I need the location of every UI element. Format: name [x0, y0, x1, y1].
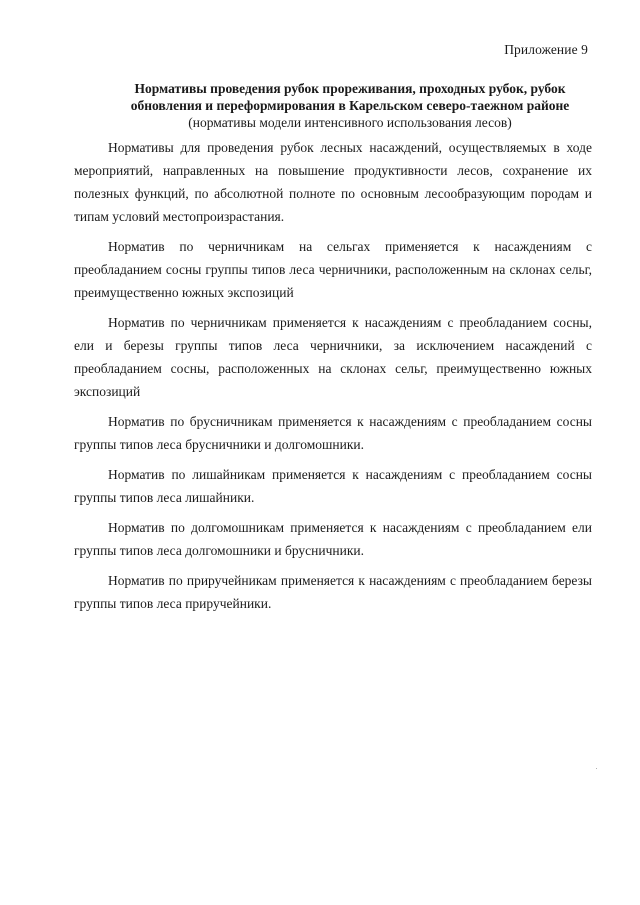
title-line-1: Нормативы проведения рубок прореживания, проходных рубок, рубок	[134, 81, 566, 96]
document-subtitle: (нормативы модели интенсивного использования лесов)	[188, 115, 512, 130]
paragraph-brusnichniki: Норматив по брусничникам применяется к насаждениям с преобладанием сосны группы типов леса брусничники и долгомошники.	[74, 414, 592, 452]
paragraph-intro: Нормативы для проведения рубок лесных насаждений, осуществляемых в ходе мероприятий, направленных на повышение продуктивности лесов, сохранение их полезных функций, по абсолютной полноте по основным лесообразующим породам и типам условий местопроизрастания.	[74, 140, 592, 224]
paragraph-chernichniki-selgi: Норматив по черничникам на сельгах применяется к насаждениям с преобладанием сосны группы типов леса черничники, расположенным на склонах сельг, преимущественно южных экспозиций	[74, 239, 592, 300]
title-line-2: обновления и переформирования в Карельском северо-таежном районе	[130, 98, 570, 113]
paragraph-chernichniki: Норматив по черничникам применяется к насаждениям с преобладанием сосны, ели и березы группы типов леса черничники, за исключением насаждений с преобладанием сосны, расположенных на склонах сельг, преимущественно южных экспозиций	[74, 315, 592, 399]
paragraph-lishainiki: Норматив по лишайникам применяется к насаждениям с преобладанием сосны группы типов леса лишайники.	[74, 467, 592, 505]
document-title	[100, 80, 600, 131]
paragraph-dolgomoshniki: Норматив по долгомошникам применяется к насаждениям с преобладанием ели группы типов леса долгомошники и брусничники.	[74, 520, 592, 558]
document-body	[74, 136, 592, 622]
paragraph-prirucheiniki: Норматив по приручейникам применяется к насаждениям с преобладанием березы группы типов леса приручейники.	[74, 573, 592, 611]
appendix-label: Приложение 9	[504, 42, 588, 57]
scan-speck	[596, 768, 597, 769]
